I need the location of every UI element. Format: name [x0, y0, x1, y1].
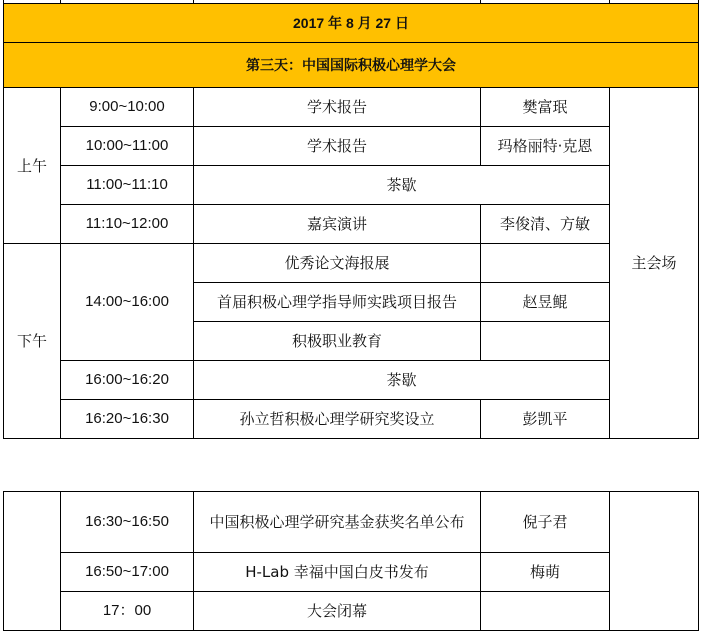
- day-title: 第三天：中国国际积极心理学大会: [4, 43, 699, 88]
- time-cell: 10:00~11:00: [61, 127, 194, 166]
- time-cell: 14:00~16:00: [61, 244, 194, 361]
- speaker-cell: 倪子君: [481, 492, 610, 553]
- time-cell: 16:20~16:30: [61, 400, 194, 439]
- time-cell: 17：00: [61, 592, 194, 631]
- period-morning-label: 上午: [4, 88, 61, 244]
- event-cell: 孙立哲积极心理学研究奖设立: [194, 400, 481, 439]
- event-cell: 首届积极心理学指导师实践项目报告: [194, 283, 481, 322]
- event-cell: 优秀论文海报展: [194, 244, 481, 283]
- time-cell: 11:10~12:00: [61, 205, 194, 244]
- table-row: [4, 244, 699, 283]
- period-afternoon-label: 下午: [4, 244, 61, 439]
- event-cell: 学术报告: [194, 88, 481, 127]
- speaker-cell: 赵昱鲲: [481, 283, 610, 322]
- table-row: [4, 400, 699, 439]
- speaker-cell: 李俊清、方敏: [481, 205, 610, 244]
- event-cell: H-Lab 幸福中国白皮书发布: [194, 553, 481, 592]
- header-date-row: [4, 4, 699, 43]
- speaker-cell: [481, 592, 610, 631]
- event-cell: 茶歇: [194, 166, 610, 205]
- table-row: [4, 492, 699, 553]
- time-cell: 16:50~17:00: [61, 553, 194, 592]
- time-cell: 9:00~10:00: [61, 88, 194, 127]
- table-row: [4, 592, 699, 631]
- period-cell-empty: [4, 492, 61, 631]
- speaker-cell: 梅萌: [481, 553, 610, 592]
- event-cell: 中国积极心理学研究基金获奖名单公布: [194, 492, 481, 553]
- schedule-date: 2017 年 8 月 27 日: [4, 4, 699, 43]
- time-cell: 16:30~16:50: [61, 492, 194, 553]
- event-cell: 大会闭幕: [194, 592, 481, 631]
- speaker-cell: 玛格丽特·克恩: [481, 127, 610, 166]
- header-title-row: [4, 43, 699, 88]
- table-row: [4, 166, 699, 205]
- event-cell: 茶歇: [194, 361, 610, 400]
- speaker-cell: 樊富珉: [481, 88, 610, 127]
- table-row: [4, 205, 699, 244]
- time-cell: 16:00~16:20: [61, 361, 194, 400]
- table-row: [4, 361, 699, 400]
- event-cell: 积极职业教育: [194, 322, 481, 361]
- event-cell: 学术报告: [194, 127, 481, 166]
- speaker-cell: 彭凯平: [481, 400, 610, 439]
- schedule-table-main: [3, 0, 699, 439]
- venue-cell-empty: [610, 492, 699, 631]
- venue-cell: 主会场: [610, 88, 699, 439]
- schedule-table-continued: [3, 491, 699, 631]
- event-cell: 嘉宾演讲: [194, 205, 481, 244]
- time-cell: 11:00~11:10: [61, 166, 194, 205]
- speaker-cell: [481, 244, 610, 283]
- table-row: [4, 553, 699, 592]
- speaker-cell: [481, 322, 610, 361]
- table-row: [4, 88, 699, 127]
- table-row: [4, 127, 699, 166]
